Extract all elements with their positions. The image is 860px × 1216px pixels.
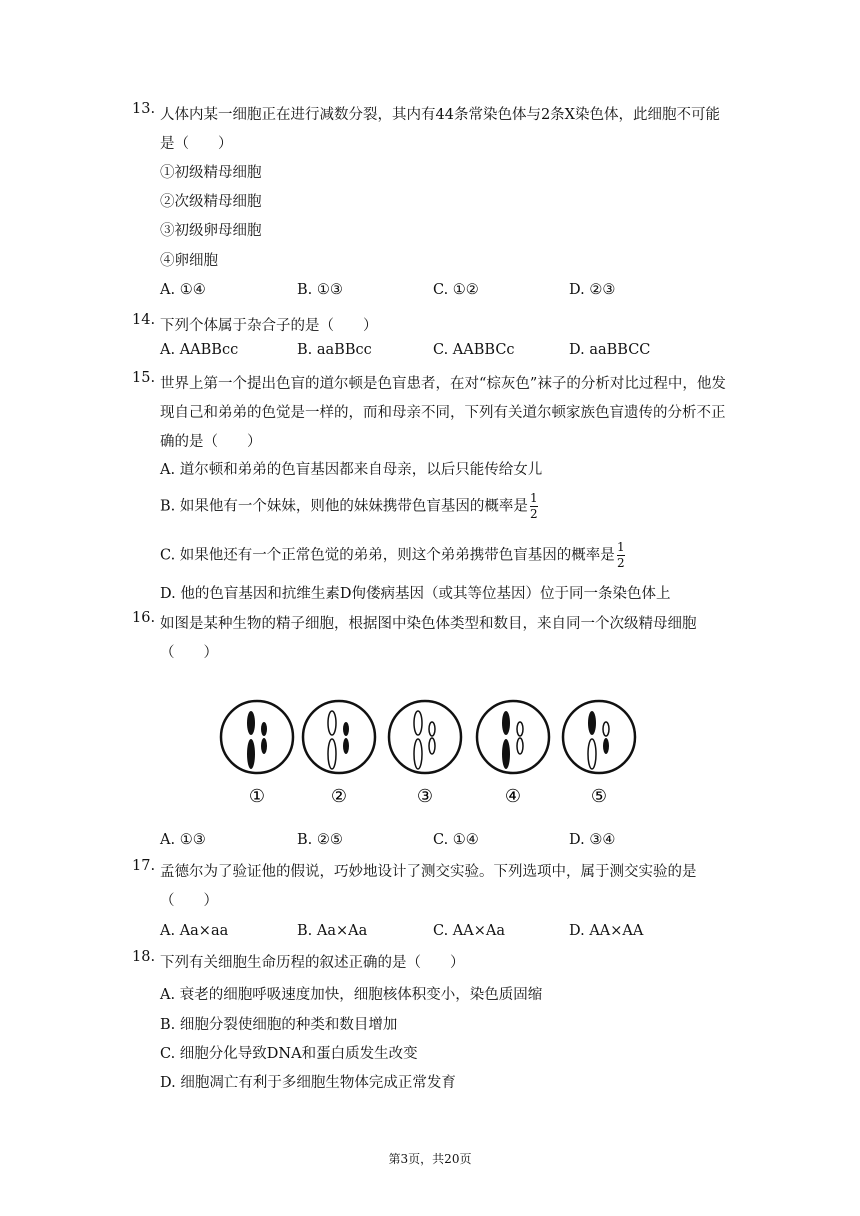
sperm-cells-figure (215, 695, 645, 815)
question-text: 人体内某一细胞正在进行减数分裂，其内有44条常染色体与2条X染色体，此细胞不可能是（ ） (160, 107, 720, 152)
option-a[interactable]: A. 道尔顿和弟弟的色盲基因都来自母亲，以后只能传给女儿 (160, 462, 543, 478)
question-text: 世界上第一个提出色盲的道尔顿是色盲患者，在对“棕灰色”袜子的分析对比过程中，他发现自己和弟弟的色觉是一样的，而和母亲不同，下列有关道尔顿家族色盲遗传的分析不正确的是（ ） (160, 376, 726, 450)
fraction (617, 541, 625, 570)
denominator: 2 (530, 507, 538, 521)
options-row (160, 342, 720, 362)
cell-label: ⑤ (590, 786, 608, 807)
option-d[interactable]: D. aaBBCC (569, 342, 651, 358)
cell-label: ③ (416, 786, 434, 807)
question-13 (132, 101, 732, 159)
option-b[interactable] (160, 492, 538, 521)
cell-3 (389, 701, 461, 807)
option-b[interactable]: B. 细胞分裂使细胞的种类和数目增加 (160, 1017, 398, 1033)
option-b[interactable]: B. ①③ (297, 282, 343, 298)
statement-item: ①初级精母细胞 (160, 165, 262, 181)
option-d[interactable]: D. 细胞凋亡有利于多细胞生物体完成正常发育 (160, 1075, 456, 1091)
statement-item: ②次级精母细胞 (160, 194, 262, 210)
question-text: 孟德尔为了验证他的假说，巧妙地设计了测交实验。下列选项中，属于测交实验的是（ ） (160, 864, 697, 909)
question-number: 15. (132, 370, 156, 386)
statement-item: ③初级卵母细胞 (160, 223, 262, 239)
option-a[interactable]: A. ①④ (160, 282, 206, 298)
question-text: 如图是某种生物的精子细胞，根据图中染色体类型和数目，来自同一个次级精母细胞（ ） (160, 616, 697, 661)
question-number: 14. (132, 312, 156, 328)
options-row (160, 282, 720, 302)
question-text: 下列个体属于杂合子的是（ ） (160, 318, 378, 334)
option-text: C. 如果他还有一个正常色觉的弟弟，则这个弟弟携带色盲基因的概率是 (160, 547, 615, 564)
option-d[interactable]: D. 他的色盲基因和抗维生素D佝偻病基因（或其等位基因）位于同一条染色体上 (160, 586, 671, 602)
cell-1 (221, 701, 293, 807)
option-d[interactable]: D. ②③ (569, 282, 616, 298)
option-a[interactable]: A. 衰老的细胞呼吸速度加快，细胞核体积变小，染色质固缩 (160, 987, 543, 1003)
question-text: 下列有关细胞生命历程的叙述正确的是（ ） (160, 955, 465, 971)
fraction (530, 492, 538, 521)
question-14 (132, 312, 732, 341)
option-c[interactable]: C. ①④ (433, 832, 479, 848)
option-c[interactable]: C. AABBCc (433, 342, 515, 358)
options-row (160, 832, 720, 852)
option-a[interactable]: A. AABBcc (160, 342, 239, 358)
question-16 (132, 610, 732, 668)
question-number: 18. (132, 949, 156, 965)
options-row (160, 923, 720, 943)
question-number: 16. (132, 610, 156, 626)
cell-5 (563, 701, 635, 807)
cell-label: ① (248, 786, 266, 807)
cell-4 (477, 701, 549, 807)
statement-item: ④卵细胞 (160, 253, 218, 269)
option-b[interactable]: B. Aa×Aa (297, 923, 368, 939)
option-d[interactable]: D. ③④ (569, 832, 616, 848)
option-b[interactable]: B. aaBBcc (297, 342, 372, 358)
question-15 (132, 370, 732, 457)
numerator: 1 (616, 540, 625, 554)
cell-label: ② (330, 786, 348, 807)
question-number: 17. (132, 858, 156, 874)
cell-2 (303, 701, 375, 807)
cell-label: ④ (504, 786, 522, 807)
option-a[interactable]: A. ①③ (160, 832, 206, 848)
option-c[interactable]: C. AA×Aa (433, 923, 506, 939)
option-c[interactable]: C. ①② (433, 282, 479, 298)
option-c[interactable] (160, 541, 625, 570)
denominator: 2 (616, 556, 625, 570)
option-b[interactable]: B. ②⑤ (297, 832, 343, 848)
question-18 (132, 949, 732, 978)
option-text: B. 如果他有一个妹妹，则他的妹妹携带色盲基因的概率是 (160, 498, 528, 515)
question-17 (132, 858, 732, 916)
option-a[interactable]: A. Aa×aa (160, 923, 229, 939)
option-d[interactable]: D. AA×AA (569, 923, 644, 939)
option-c[interactable]: C. 细胞分化导致DNA和蛋白质发生改变 (160, 1046, 418, 1062)
question-number: 13. (132, 101, 156, 117)
numerator: 1 (530, 491, 538, 505)
page-footer: 第3页，共20页 (388, 1152, 472, 1166)
